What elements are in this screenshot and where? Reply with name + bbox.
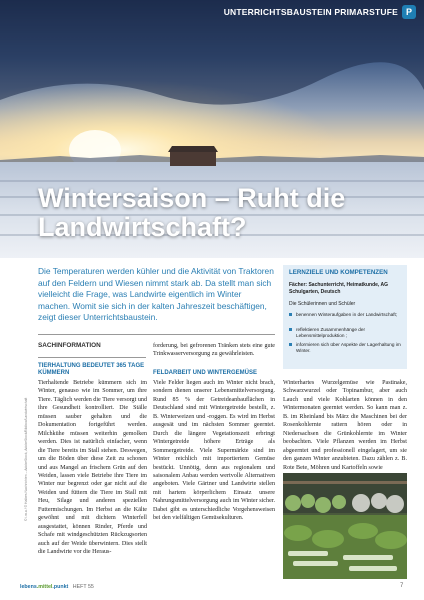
- vegetable-market-photo: [283, 473, 407, 579]
- learning-goal-item: informieren sich über Aspekte der Lagerhaltung im Winter.: [289, 342, 410, 354]
- intro-text: Die Temperaturen werden kühler und die Aktivität von Traktoren auf den Feldern und Wiesen nimmt stark ab. Da stellt man sich vielleicht die Frage, was Landwirte eigentlich im Winter machen. Womit sie sich in der kalten Jahreszeit beschäftigen, zeigt dieser Unterrichtsbaustein.: [38, 266, 274, 323]
- col2-text-top: forderung, bei gefrorenen Tränken stets eine gute Trinkwasserversorgung zu gewährleisten.: [153, 343, 275, 358]
- learning-goal-item: reflektieren Zusammenhänge der Lebensmittelproduktion ;: [289, 327, 410, 339]
- page-title: Wintersaison – Ruht die Landwirtschaft?: [38, 183, 346, 242]
- copyright-note: © i.m.a / © Halbes Nachrichten – AdobeStock, AdobeStock/Bildbox/Landwirtschaft: [24, 397, 28, 521]
- bullet-icon: [289, 343, 292, 346]
- learning-goals-heading: LERNZIELE UND KOMPETENZEN: [289, 269, 388, 276]
- vegetables-illustration: [283, 473, 407, 579]
- series-label: UNTERRICHTSBAUSTEIN PRIMARSTUFE: [223, 7, 398, 17]
- section-label: SACHINFORMATION: [38, 342, 101, 349]
- page-number: 7: [400, 583, 404, 589]
- learning-goal-item: benennen Winteraufgaben in der Landwirtschaft;: [289, 312, 410, 318]
- learning-goals-subjects: Fächer: Sachunterricht, Heimatkunde, AG Schulgarten, Deutsch: [289, 282, 389, 295]
- bullet-icon: [289, 328, 292, 331]
- barn-icon: [168, 146, 218, 166]
- footer-brand: lebens.mittel.punkt HEFT 55: [20, 584, 94, 590]
- col1-text: Tierhaltende Betriebe kümmern sich im Winter, genauso wie im Sommer, um ihre Tiere. Täglich werden die Tiere versorgt und ihre Gesundheit kontrolliert. Die Ställe müssen sauber gehalten und die Dokumentation fortgeführt werden. Milchkühe müssen weiterhin gemolken werden. Dies ist natürlich einfacher, wenn die Tiere bereits im Stall stehen. Deswegen, um die Böden über diese Zeit zu schonen und aus Mangel an frischem Grün auf den Weiden, lassen viele Betriebe ihre Tiere im Winter nur begrenzt oder gar nicht auf die Weiden und füttern die Tiere im Stall mit Heu, Silage und anderen speziellen Futtermischungen. Im Herbst an die Kälte gewöhnt und mit dichtem Winterfell ausgestattet, können Rinder, Pferde und Schafe mit windgeschützten Rückzugsorten auch auf der Weide überwintern. Dies stellt die Landwirte vor die Heraus-: [38, 380, 147, 556]
- issue-label: HEFT 55: [72, 584, 94, 590]
- learning-goals-students: Die Schülerinnen und Schüler: [289, 301, 356, 307]
- primarstufe-badge: P: [402, 5, 416, 19]
- divider: [38, 334, 275, 335]
- col3-text: Winterhartes Wurzelgemüse wie Pastinake, Schwarzwurzel oder Topinambur, aber auch Lauch und viele Kohlarten können in den Wintermonaten geerntet werden. So kann man z. B. im Rheinland bis März die Maschinen bei der Rosenkohlernte rattern hören oder in Niedersachsen die Grünkohlernte im Winter beobachten. Viele Pflanzen werden im Herbst abgeerntet und professionell eingelagert, um sie den ganzen Winter anzubieten. Dazu zählen z. B. Rote Bete, Möhren und Kartoffeln sowie: [283, 380, 407, 471]
- bullet-icon: [289, 313, 292, 316]
- col2-text: Viele Felder liegen auch im Winter nicht brach, sondern dienen unserer Lebensmittelversorgung. Rund 85 % der Getreideanbauflächen in Deutschland sind mit Wintergetreide bestellt, z. B. Winterweizen und -roggen. Es wird im Herbst ausgesät und im nächsten Sommer geerntet. Durch die längere Vegetationszeit erbringt Wintergetreide höhere Erträge als Sommergetreide. Viele Supermärkte sind im Winter reichlich mit importiertem Gemüse bestückt. Unnötig, denn aus regionalem und saisonalem Anbau werden wertvolle Alternativen angeboten. Viele Gärtner und Landwirte stellen mit hartem körperlichem Einsatz unsere Nahrungsmittelversorgung auch im Winter sicher. Dabei gibt es unterschiedliche Vorgehensweisen bei den vielfältigen Gemüsekulturen.: [153, 380, 275, 522]
- col1-heading: TIERHALTUNG BEDEUTET 365 TAGE KÜMMERN: [38, 363, 145, 377]
- divider: [38, 357, 146, 358]
- col2-heading: FELDARBEIT UND WINTERGEMÜSE: [153, 370, 257, 376]
